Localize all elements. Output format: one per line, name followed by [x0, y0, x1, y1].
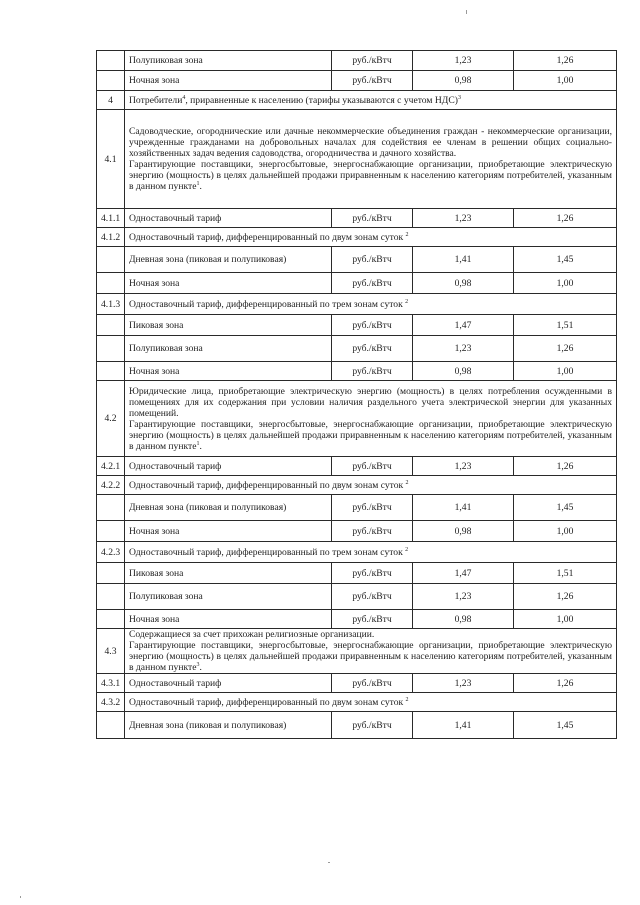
tariff-value-second-half: 1,00 [514, 521, 617, 542]
tariff-value-first-half: 1,23 [413, 584, 514, 610]
tariff-value-second-half: 1,00 [514, 273, 617, 294]
row-number: 4.3.2 [97, 693, 125, 712]
table-row [97, 381, 617, 457]
tariff-group-header [125, 693, 617, 712]
row-number [97, 495, 125, 521]
tariff-value-first-half: 0,98 [413, 362, 514, 381]
tariff-name: Ночная зона [125, 71, 332, 91]
text-segment: Одноставочный тариф, дифференцированный по трем зонам суток [129, 546, 406, 558]
tariff-value-second-half: 1,00 [514, 610, 617, 629]
row-number: 4.3 [97, 629, 125, 674]
text-segment: Одноставочный тариф, дифференцированный по двум зонам суток [129, 231, 406, 243]
unit-cell: руб./кВтч [332, 563, 413, 584]
table-row [97, 209, 617, 228]
tariff-value-second-half: 1,26 [514, 674, 617, 693]
row-number [97, 521, 125, 542]
unit-cell: руб./кВтч [332, 315, 413, 336]
tariff-name: Дневная зона (пиковая и полупиковая) [125, 247, 332, 273]
footnote-marker: 3 [196, 661, 200, 668]
row-number: 4.2.2 [97, 476, 125, 495]
unit-cell: руб./кВтч [332, 247, 413, 273]
unit-cell: руб./кВтч [332, 273, 413, 294]
tariff-group-header [125, 294, 617, 315]
category-description [125, 91, 617, 110]
table-row [97, 362, 617, 381]
table-row [97, 674, 617, 693]
row-number [97, 610, 125, 629]
row-number [97, 71, 125, 91]
footnote-marker: 4 [182, 94, 186, 101]
table-row [97, 228, 617, 247]
tariff-name: Ночная зона [125, 610, 332, 629]
tariff-value-first-half: 1,47 [413, 563, 514, 584]
category-description [125, 629, 617, 674]
tariff-name: Одноставочный тариф [125, 209, 332, 228]
tariff-value-first-half: 1,41 [413, 712, 514, 739]
table-row [97, 457, 617, 476]
text-segment: Потребители [129, 94, 183, 106]
table-row [97, 315, 617, 336]
tariff-value-first-half: 1,23 [413, 457, 514, 476]
tariff-group-header [125, 476, 617, 495]
tariff-table [96, 50, 617, 739]
tariff-name: Ночная зона [125, 362, 332, 381]
table-row [97, 693, 617, 712]
unit-cell: руб./кВтч [332, 584, 413, 610]
unit-cell: руб./кВтч [332, 495, 413, 521]
text-segment: , приравненные к населению (тарифы указываются с учетом НДС) [185, 94, 458, 106]
footnote-marker: 2 [405, 231, 409, 238]
footnote-marker: 2 [405, 546, 409, 553]
tariff-name: Одноставочный тариф [125, 674, 332, 693]
scan-mark [328, 862, 330, 863]
table-row [97, 521, 617, 542]
tariff-value-second-half: 1,26 [514, 51, 617, 71]
table-row [97, 336, 617, 362]
table-row [97, 584, 617, 610]
table-row [97, 247, 617, 273]
footnote-marker: 2 [405, 479, 409, 486]
table-row [97, 629, 617, 674]
row-number [97, 712, 125, 739]
tariff-name: Полупиковая зона [125, 51, 332, 71]
table-row [97, 610, 617, 629]
row-number: 4.3.1 [97, 674, 125, 693]
row-number [97, 315, 125, 336]
footnote-marker: 1 [196, 180, 200, 187]
tariff-value-second-half: 1,45 [514, 495, 617, 521]
row-number [97, 563, 125, 584]
tariff-name: Дневная зона (пиковая и полупиковая) [125, 712, 332, 739]
row-number [97, 336, 125, 362]
text-segment: . [199, 662, 202, 673]
text-segment: . [199, 181, 202, 192]
unit-cell: руб./кВтч [332, 71, 413, 91]
tariff-value-second-half: 1,26 [514, 209, 617, 228]
tariff-value-first-half: 1,41 [413, 247, 514, 273]
tariff-name: Полупиковая зона [125, 336, 332, 362]
unit-cell: руб./кВтч [332, 674, 413, 693]
text-segment: Одноставочный тариф, дифференцированный по трем зонам суток [129, 298, 406, 310]
unit-cell: руб./кВтч [332, 362, 413, 381]
row-number [97, 273, 125, 294]
tariff-name: Пиковая зона [125, 315, 332, 336]
tariff-value-first-half: 0,98 [413, 273, 514, 294]
tariff-value-second-half: 1,45 [514, 247, 617, 273]
tariff-value-second-half: 1,45 [514, 712, 617, 739]
row-number [97, 584, 125, 610]
table-row [97, 563, 617, 584]
row-number: 4.2.1 [97, 457, 125, 476]
category-description [125, 381, 617, 457]
tariff-value-first-half: 1,23 [413, 51, 514, 71]
table-row [97, 495, 617, 521]
row-number: 4.1 [97, 110, 125, 209]
tariff-value-second-half: 1,26 [514, 584, 617, 610]
tariff-name: Одноставочный тариф [125, 457, 332, 476]
table-row [97, 294, 617, 315]
table-row [97, 476, 617, 495]
unit-cell: руб./кВтч [332, 610, 413, 629]
tariff-value-second-half: 1,26 [514, 457, 617, 476]
scan-mark [20, 896, 21, 898]
row-number: 4.1.3 [97, 294, 125, 315]
tariff-value-second-half: 1,51 [514, 315, 617, 336]
row-number: 4.2.3 [97, 542, 125, 563]
table-row [97, 712, 617, 739]
unit-cell: руб./кВтч [332, 457, 413, 476]
row-number [97, 51, 125, 71]
text-segment: Юридические лица, приобретающие электрическую энергию (мощность) в целях потребления осужденными в помещениях для их содержания при условии наличия раздельного учета электрической энергии для указанных помещений. Гарантирующие поставщики, энергосбытовые, энергоснабжающие организации, приобретающие электрическую энергию (мощность) в целях дальнейшей продажи приравненным к населению категориям потребителей, указанным в данном пункте [129, 385, 612, 452]
text-segment: Содержащиеся за счет прихожан религиозные организации. Гарантирующие поставщики, энергосбытовые, энергоснабжающие организации, приобретающие электрическую энергию (мощность) в целях дальнейшей продажи приравненным к населению категориям потребителей, указанным в данном пункте [129, 629, 612, 673]
tariff-name: Пиковая зона [125, 563, 332, 584]
table-row [97, 110, 617, 209]
unit-cell: руб./кВтч [332, 336, 413, 362]
tariff-name: Ночная зона [125, 273, 332, 294]
tariff-value-first-half: 0,98 [413, 610, 514, 629]
row-number: 4.1.2 [97, 228, 125, 247]
tariff-value-first-half: 1,23 [413, 209, 514, 228]
tariff-value-first-half: 1,23 [413, 336, 514, 362]
tariff-group-header [125, 228, 617, 247]
row-number [97, 247, 125, 273]
footnote-marker: 1 [196, 440, 200, 447]
tariff-name: Полупиковая зона [125, 584, 332, 610]
tariff-value-second-half: 1,00 [514, 71, 617, 91]
category-description [125, 110, 617, 209]
tariff-value-first-half: 1,41 [413, 495, 514, 521]
footnote-marker: 2 [405, 298, 409, 305]
tariff-group-header [125, 542, 617, 563]
unit-cell: руб./кВтч [332, 521, 413, 542]
unit-cell: руб./кВтч [332, 51, 413, 71]
tariff-value-first-half: 0,98 [413, 71, 514, 91]
row-number [97, 362, 125, 381]
text-segment: Садоводческие, огороднические или дачные некоммерческие объединения граждан - некоммерческие организации, учрежденные гражданами на добровольных началах для содействия ее членам в решении общих социально-хозяйственных задач ведения садоводства, огородничества и дачного хозяйства. Гарантирующие поставщики, энергосбытовые, энергоснабжающие организации, приобретающие электрическую энергию (мощность) в целях дальнейшей продажи приравненным к населению категориям потребителей, указанным в данном пункте [129, 126, 612, 192]
row-number: 4.1.1 [97, 209, 125, 228]
text-segment: . [199, 440, 202, 452]
text-segment: Одноставочный тариф, дифференцированный по двум зонам суток [129, 479, 406, 491]
text-segment: Одноставочный тариф, дифференцированный по двум зонам суток [129, 696, 406, 708]
tariff-name: Ночная зона [125, 521, 332, 542]
table-row [97, 273, 617, 294]
tariff-value-second-half: 1,51 [514, 563, 617, 584]
tariff-value-first-half: 1,47 [413, 315, 514, 336]
table-row [97, 91, 617, 110]
footnote-marker: 3 [457, 94, 461, 101]
scan-mark [466, 10, 467, 14]
row-number: 4.2 [97, 381, 125, 457]
tariff-name: Дневная зона (пиковая и полупиковая) [125, 495, 332, 521]
tariff-value-second-half: 1,00 [514, 362, 617, 381]
unit-cell: руб./кВтч [332, 209, 413, 228]
row-number: 4 [97, 91, 125, 110]
tariff-value-first-half: 1,23 [413, 674, 514, 693]
table-row [97, 542, 617, 563]
tariff-value-second-half: 1,26 [514, 336, 617, 362]
unit-cell: руб./кВтч [332, 712, 413, 739]
tariff-value-first-half: 0,98 [413, 521, 514, 542]
table-row [97, 51, 617, 71]
footnote-marker: 2 [405, 696, 409, 703]
table-row [97, 71, 617, 91]
